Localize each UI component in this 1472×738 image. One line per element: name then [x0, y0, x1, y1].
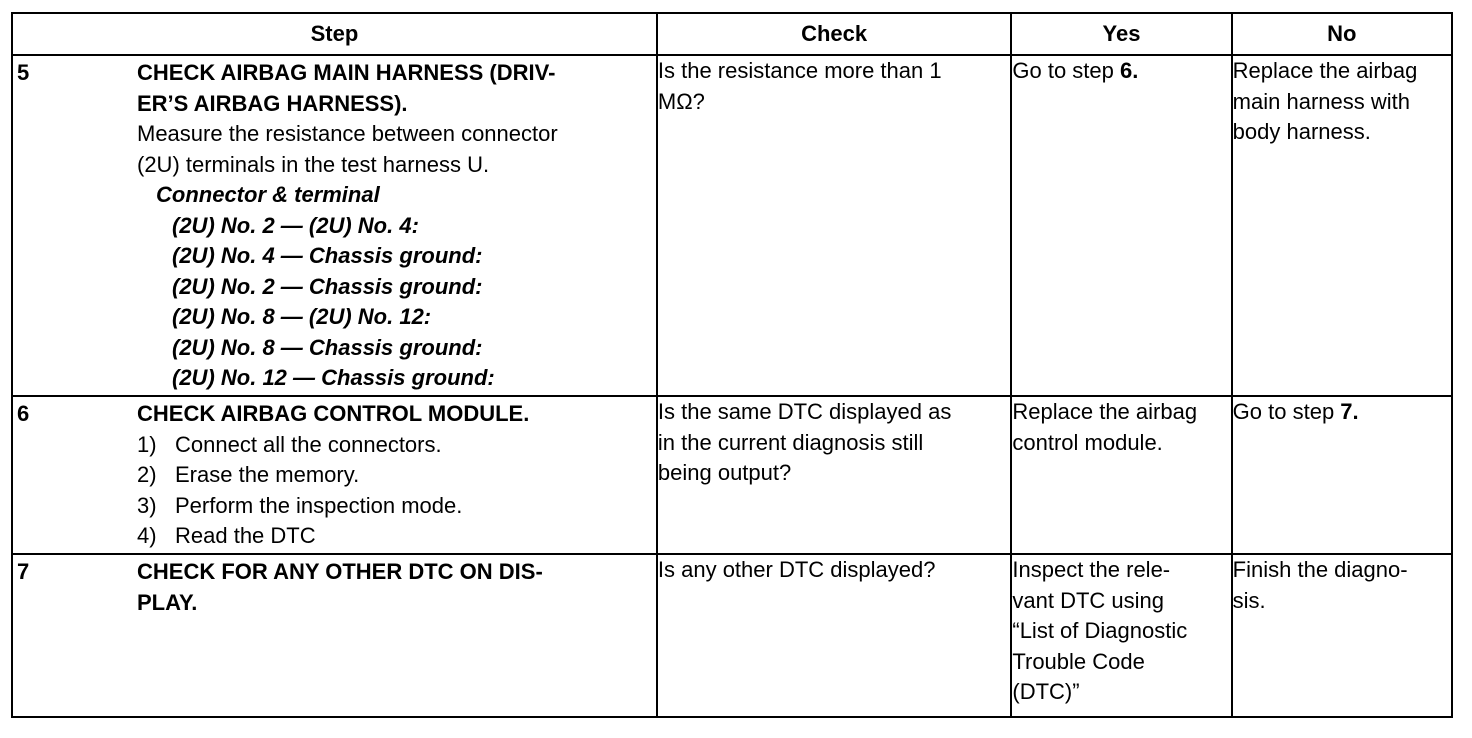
no-line: main harness with: [1232, 88, 1410, 114]
list-item-text: Perform the inspection mode.: [175, 492, 463, 518]
diagnosis-table: [11, 12, 1453, 718]
list-item-number: 1): [137, 431, 157, 457]
step-title-line: CHECK AIRBAG MAIN HARNESS (DRIV-: [137, 60, 556, 85]
no-line: body harness.: [1232, 119, 1371, 144]
yes-line: Inspect the rele-: [1012, 557, 1171, 582]
header-step: Step: [12, 13, 657, 55]
spec-line: (2U) No. 12 — Chassis ground:: [172, 365, 495, 390]
yes-step-ref: 6.: [1120, 58, 1139, 83]
no-line: sis.: [1232, 587, 1266, 613]
list-item: [137, 521, 652, 552]
step-text-line: (2U) terminals in the test harness U.: [137, 151, 490, 177]
check-line: being output?: [657, 460, 792, 485]
list-item-text: Read the DTC: [175, 523, 316, 548]
step-title-line: CHECK AIRBAG CONTROL MODULE.: [137, 401, 530, 426]
step-number: 5: [17, 60, 30, 85]
yes-cell: [1011, 396, 1231, 554]
no-step-ref: 7.: [1340, 399, 1359, 424]
check-line: in the current diagnosis still: [657, 429, 924, 455]
check-cell: [657, 396, 1011, 554]
step-number: 7: [17, 559, 30, 584]
no-cell: [1232, 396, 1452, 554]
list-item: [137, 491, 652, 522]
check-cell: [657, 55, 1011, 396]
step-cell: [12, 554, 657, 717]
spec-subheading: Connector & terminal: [156, 182, 380, 207]
yes-text: Go to step: [1012, 58, 1120, 83]
yes-line: Replace the airbag: [1012, 399, 1198, 424]
spec-line: (2U) No. 2 — Chassis ground:: [172, 273, 483, 299]
yes-line: vant DTC using: [1012, 587, 1164, 613]
no-cell: [1232, 554, 1452, 717]
spec-line: (2U) No. 8 — Chassis ground:: [172, 334, 483, 360]
header-yes: Yes: [1011, 13, 1231, 55]
check-line: Is any other DTC displayed?: [657, 557, 936, 582]
list-item: [137, 460, 652, 491]
list-item: [137, 430, 652, 461]
step-title-line: ER’S AIRBAG HARNESS).: [137, 90, 408, 116]
table-row-step-5: [12, 55, 1452, 396]
header-no: No: [1232, 13, 1452, 55]
check-cell: [657, 554, 1011, 717]
no-line: Finish the diagno-: [1232, 557, 1408, 582]
no-text: Go to step: [1232, 399, 1341, 424]
yes-line: control module.: [1012, 429, 1163, 455]
step-cell: [12, 55, 657, 396]
list-item-text: Connect all the connectors.: [175, 431, 442, 457]
yes-line: “List of Diagnostic: [1012, 618, 1188, 643]
list-item-number: 4): [137, 523, 157, 548]
check-line: MΩ?: [657, 88, 705, 114]
list-item-number: 3): [137, 492, 157, 518]
step-cell: [12, 396, 657, 554]
yes-line: Trouble Code: [1012, 648, 1145, 674]
table-row-step-7: [12, 554, 1452, 717]
step-number: 6: [17, 401, 30, 426]
step-title-line: PLAY.: [137, 589, 198, 615]
check-line: Is the same DTC displayed as: [657, 399, 952, 424]
no-line: Replace the airbag: [1232, 58, 1418, 83]
header-check: Check: [657, 13, 1011, 55]
header-row: [12, 13, 1452, 55]
list-item-text: Erase the memory.: [175, 462, 360, 487]
step-title-line: CHECK FOR ANY OTHER DTC ON DIS-: [137, 559, 543, 584]
yes-cell: [1011, 554, 1231, 717]
yes-cell: [1011, 55, 1231, 396]
no-cell: [1232, 55, 1452, 396]
spec-line: (2U) No. 4 — Chassis ground:: [172, 243, 483, 268]
list-item-number: 2): [137, 462, 157, 487]
step-text-line: Measure the resistance between connector: [137, 121, 558, 146]
table-row-step-6: [12, 396, 1452, 554]
check-line: Is the resistance more than 1: [657, 58, 942, 83]
spec-line: (2U) No. 2 — (2U) No. 4:: [172, 212, 419, 238]
spec-line: (2U) No. 8 — (2U) No. 12:: [172, 304, 432, 329]
yes-line: (DTC)”: [1012, 679, 1080, 704]
